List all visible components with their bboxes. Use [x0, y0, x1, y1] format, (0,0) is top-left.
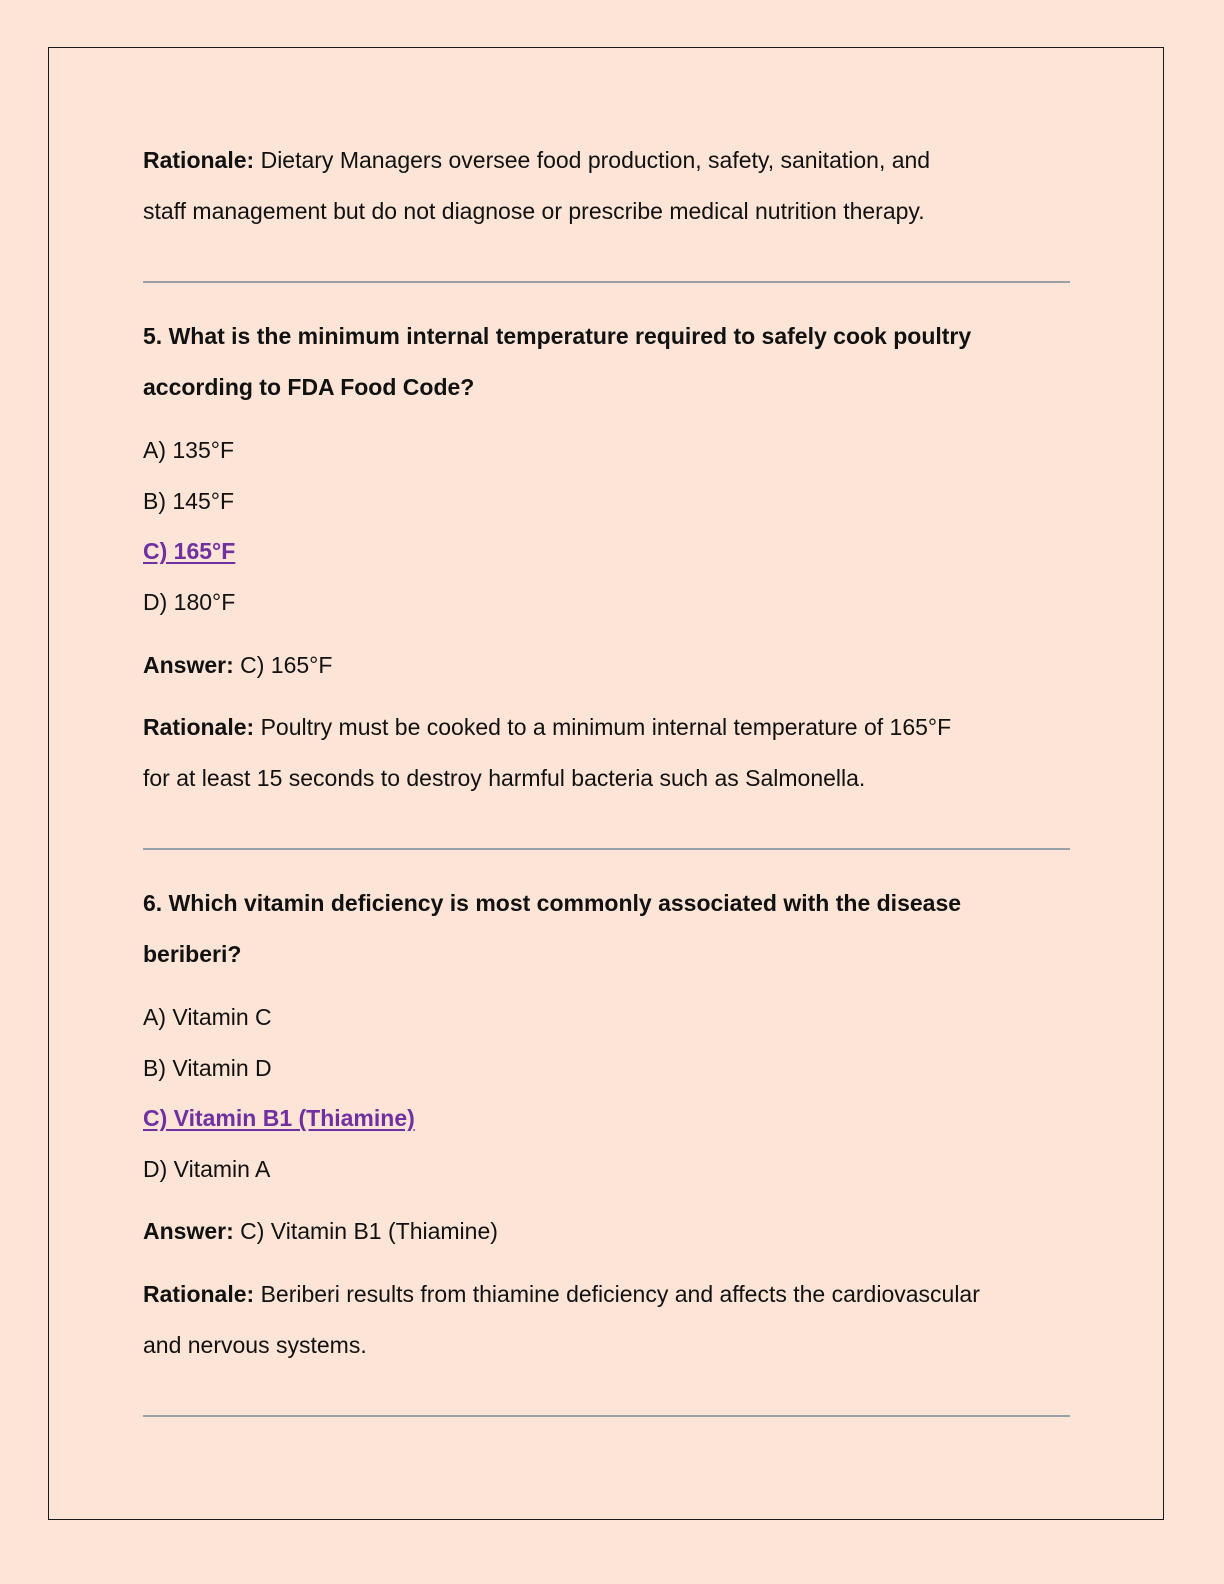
- divider: [143, 1415, 1070, 1417]
- question-5-rationale-line-1: Rationale: Poultry must be cooked to a minimum internal temperature of 165°F: [143, 714, 952, 740]
- rationale-label: Rationale:: [143, 714, 255, 740]
- question-6-option-d: D) Vitamin A: [143, 1156, 271, 1182]
- question-6-line-1: 6. Which vitamin deficiency is most commonly associated with the disease: [143, 890, 962, 916]
- divider: [143, 281, 1070, 283]
- answer-label: Answer:: [143, 652, 234, 678]
- question-6-rationale-line-1: Rationale: Beriberi results from thiamine deficiency and affects the cardiovascular: [143, 1281, 980, 1307]
- question-5-rationale-line-2: for at least 15 seconds to destroy harmful bacteria such as Salmonella.: [143, 765, 866, 791]
- question-6-option-b: B) Vitamin D: [143, 1055, 272, 1081]
- question-6-rationale-line-2: and nervous systems.: [143, 1332, 367, 1358]
- rationale-label: Rationale:: [143, 147, 255, 173]
- prev-rationale-line-2: staff management but do not diagnose or prescribe medical nutrition therapy.: [143, 198, 925, 224]
- prev-rationale-line-1: Rationale: Dietary Managers oversee food production, safety, sanitation, and: [143, 147, 931, 173]
- question-5-option-b: B) 145°F: [143, 488, 235, 514]
- question-6-line-2: beriberi?: [143, 941, 242, 967]
- question-5-option-d: D) 180°F: [143, 589, 236, 615]
- question-6-option-c-correct: C) Vitamin B1 (Thiamine): [143, 1105, 415, 1131]
- question-6-answer: Answer: C) Vitamin B1 (Thiamine): [143, 1218, 498, 1244]
- question-6-option-a: A) Vitamin C: [143, 1004, 272, 1030]
- question-5-option-a: A) 135°F: [143, 437, 235, 463]
- question-5-line-1: 5. What is the minimum internal temperature required to safely cook poultry: [143, 323, 972, 349]
- answer-label: Answer:: [143, 1218, 234, 1244]
- divider: [143, 848, 1070, 850]
- question-5-answer: Answer: C) 165°F: [143, 652, 333, 678]
- question-5-line-2: according to FDA Food Code?: [143, 374, 475, 400]
- rationale-label: Rationale:: [143, 1281, 255, 1307]
- question-5-option-c-correct: C) 165°F: [143, 538, 236, 564]
